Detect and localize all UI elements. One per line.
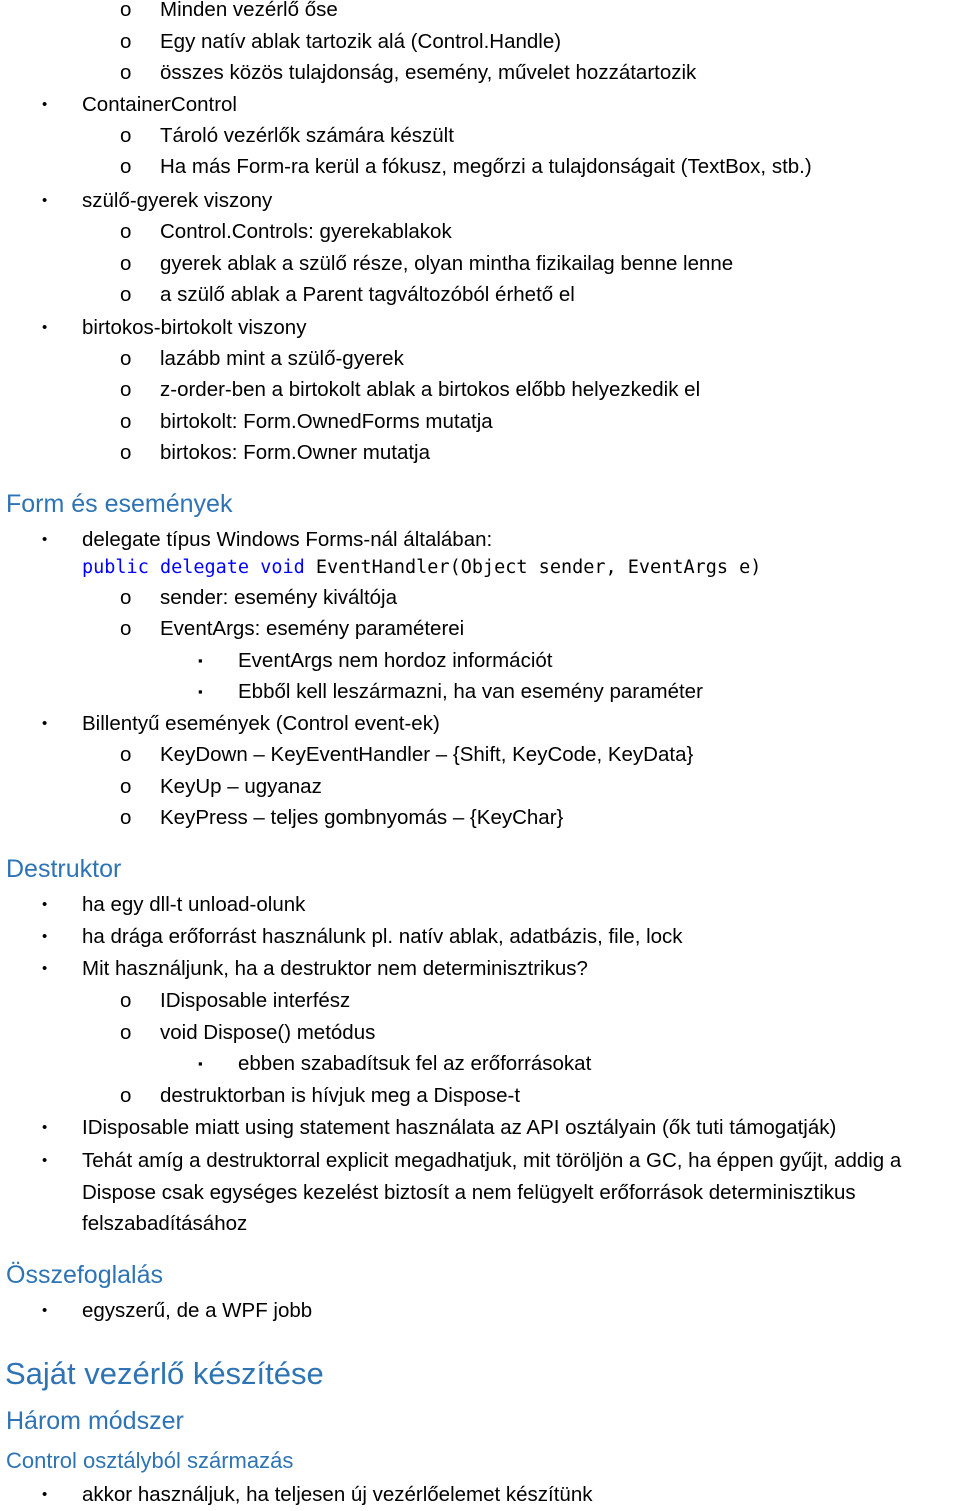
section-heading-destructor: Destruktor xyxy=(6,855,122,883)
section-heading-form-events: Form és események xyxy=(6,490,233,518)
bullet-icon: • xyxy=(42,896,48,913)
circle-bullet-icon: o xyxy=(120,410,132,433)
circle-bullet-icon: o xyxy=(120,61,132,84)
list-item: ▪ EventArgs nem hordoz információt xyxy=(0,645,960,677)
circle-bullet-icon: o xyxy=(120,586,132,609)
circle-bullet-icon: o xyxy=(120,252,132,275)
list-item: o void Dispose() metódus xyxy=(0,1017,960,1049)
bullet-icon: • xyxy=(42,96,48,113)
code-line xyxy=(82,554,761,582)
list-item: o z-order-ben a birtokolt ablak a birtokos előbb helyezkedik el xyxy=(0,374,960,406)
list-item: o KeyUp – ugyanaz xyxy=(0,771,960,803)
list-item: • birtokos-birtokolt viszony xyxy=(0,312,960,344)
list-item: o lazább mint a szülő-gyerek xyxy=(0,343,960,375)
list-item: o Ha más Form-ra kerül a fókusz, megőrzi a tulajdonságait (TextBox, stb.) xyxy=(0,151,960,183)
square-bullet-icon: ▪ xyxy=(198,653,203,668)
list-item: • akkor használjuk, ha teljesen új vezérlőelemet készítünk xyxy=(0,1479,960,1511)
circle-bullet-icon: o xyxy=(120,283,132,306)
bullet-icon: • xyxy=(42,960,48,977)
list-item: o összes közös tulajdonság, esemény, művelet hozzátartozik xyxy=(0,57,960,89)
list-item: • ha drága erőforrást használunk pl. natív ablak, adatbázis, file, lock xyxy=(0,921,960,953)
bullet-icon: • xyxy=(42,192,48,209)
list-item: • szülő-gyerek viszony xyxy=(0,185,960,217)
list-item: o birtokolt: Form.OwnedForms mutatja xyxy=(0,406,960,438)
list-item: o Egy natív ablak tartozik alá (Control.Handle) xyxy=(0,26,960,58)
circle-bullet-icon: o xyxy=(120,220,132,243)
chapter-heading: Saját vezérlő készítése xyxy=(5,1356,324,1391)
circle-bullet-icon: o xyxy=(120,1084,132,1107)
list-item: • Mit használjunk, ha a destruktor nem determinisztrikus? xyxy=(0,953,960,985)
circle-bullet-icon: o xyxy=(120,155,132,178)
bullet-icon: • xyxy=(42,531,48,548)
circle-bullet-icon: o xyxy=(120,124,132,147)
list-item: o KeyDown – KeyEventHandler – {Shift, KeyCode, KeyData} xyxy=(0,739,960,771)
circle-bullet-icon: o xyxy=(120,30,132,53)
code-keyword: delegate xyxy=(159,557,250,578)
subsection-heading: Control osztályból származás xyxy=(6,1448,294,1473)
circle-bullet-icon: o xyxy=(120,1021,132,1044)
code-keyword: public xyxy=(82,557,149,578)
list-item: o Tároló vezérlők számára készült xyxy=(0,120,960,152)
list-item: o destruktorban is hívjuk meg a Dispose-t xyxy=(0,1080,960,1112)
list-item: o KeyPress – teljes gombnyomás – {KeyChar} xyxy=(0,802,960,834)
bullet-icon: • xyxy=(42,715,48,732)
list-item: o Control.Controls: gyerekablakok xyxy=(0,216,960,248)
circle-bullet-icon: o xyxy=(120,378,132,401)
list-item: o sender: esemény kiváltója xyxy=(0,582,960,614)
circle-bullet-icon: o xyxy=(120,617,132,640)
bullet-icon: • xyxy=(42,1152,48,1169)
bullet-icon: • xyxy=(42,1119,48,1136)
bullet-icon: • xyxy=(42,1302,48,1319)
list-item: o gyerek ablak a szülő része, olyan mintha fizikailag benne lenne xyxy=(0,248,960,280)
bullet-icon: • xyxy=(42,1486,48,1503)
list-item: • ContainerControl xyxy=(0,89,960,121)
bullet-icon: • xyxy=(42,319,48,336)
circle-bullet-icon: o xyxy=(120,441,132,464)
circle-bullet-icon: o xyxy=(120,0,132,21)
section-heading-summary: Összefoglalás xyxy=(6,1261,164,1289)
list-item: • Billentyű események (Control event-ek) xyxy=(0,708,960,740)
list-item: o a szülő ablak a Parent tagváltozóból érhető el xyxy=(0,279,960,311)
list-item: • delegate típus Windows Forms-nál általában: xyxy=(0,524,960,556)
section-heading-three-methods: Három módszer xyxy=(6,1407,184,1435)
list-item: o EventArgs: esemény paraméterei xyxy=(0,613,960,645)
circle-bullet-icon: o xyxy=(120,775,132,798)
circle-bullet-icon: o xyxy=(120,743,132,766)
square-bullet-icon: ▪ xyxy=(198,1056,203,1071)
list-item: • ha egy dll-t unload-olunk xyxy=(0,889,960,921)
bullet-icon: • xyxy=(42,928,48,945)
list-item: o IDisposable interfész xyxy=(0,985,960,1017)
code-keyword: void xyxy=(260,557,305,578)
list-item: • IDisposable miatt using statement használata az API osztályain (ők tuti támogatják) xyxy=(0,1112,960,1144)
circle-bullet-icon: o xyxy=(120,347,132,370)
square-bullet-icon: ▪ xyxy=(198,684,203,699)
circle-bullet-icon: o xyxy=(120,806,132,829)
list-item: • egyszerű, de a WPF jobb xyxy=(0,1295,960,1327)
list-item: o Minden vezérlő őse xyxy=(0,0,960,26)
list-item: o birtokos: Form.Owner mutatja xyxy=(0,437,960,469)
code-signature: EventHandler(Object sender, EventArgs e) xyxy=(315,557,762,578)
list-item: ▪ Ebből kell leszármazni, ha van esemény paraméter xyxy=(0,676,960,708)
list-item-text: Tehát amíg a destruktorral explicit megadhatjuk, mit töröljön a GC, ha éppen gyűjt, addig a Dispose csak egységes kezelést biztosít a nem felügyelt erőforrások determinisztikus felszabadításához xyxy=(82,1149,902,1235)
list-item: ▪ ebben szabadítsuk fel az erőforrásokat xyxy=(0,1048,960,1080)
circle-bullet-icon: o xyxy=(120,989,132,1012)
